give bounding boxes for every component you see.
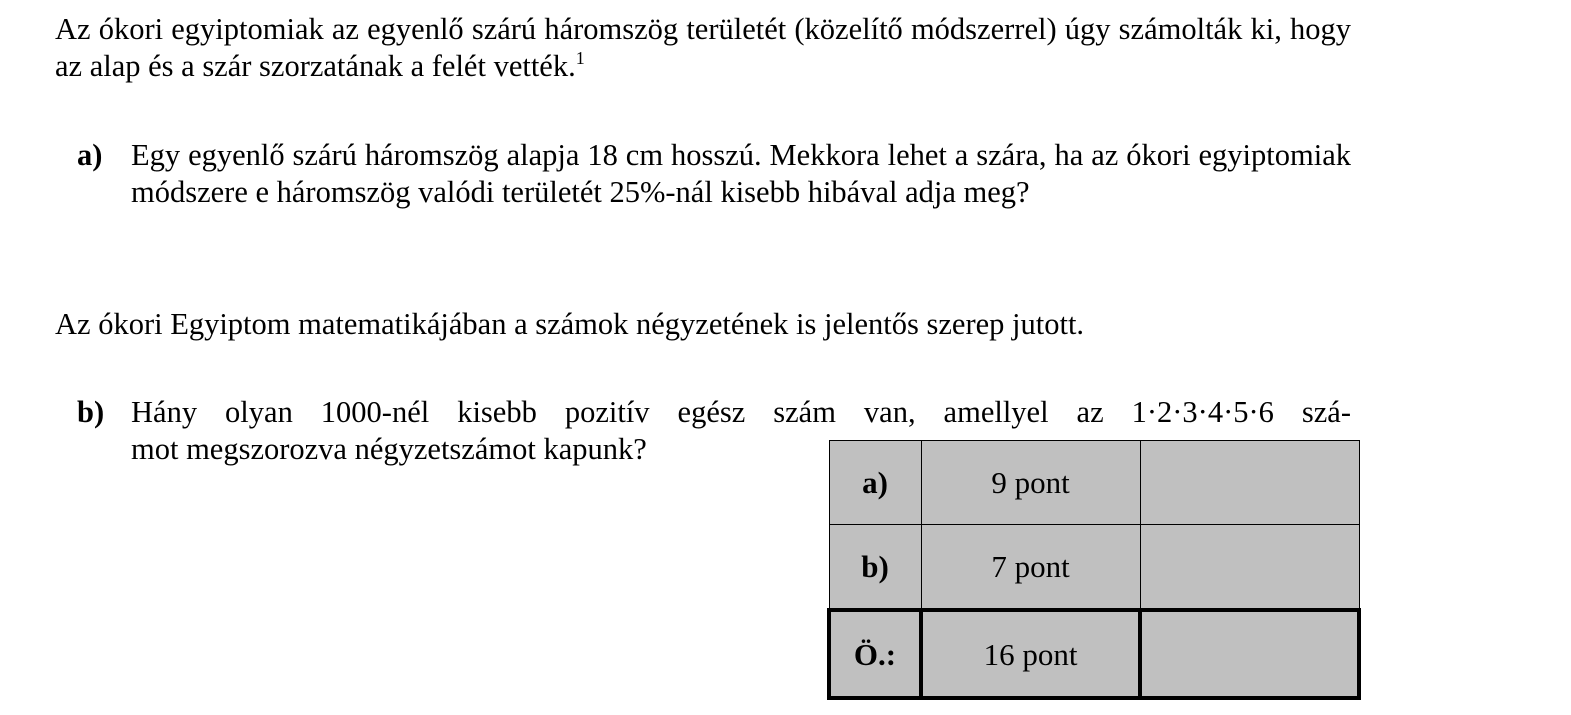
part-a-label: a): [77, 138, 103, 172]
intro2-paragraph: Az ókori Egyiptom matematikájában a számok négyzetének is jelentős szerep jutott.: [55, 307, 1085, 341]
score-total-points: 16 pont: [921, 610, 1140, 698]
score-total-label: Ö.:: [829, 610, 921, 698]
score-row-b: [829, 525, 1359, 611]
part-b-text-line1: Hány olyan 1000-nél kisebb pozitív egész szám van, amellyel az 1·2·3·4·5·6 szá-: [131, 395, 1351, 429]
score-max-points: 9 pont: [921, 441, 1140, 525]
intro-text: Az ókori egyiptomiak az egyenlő szárú háromszög területét (közelítő módszerrel) úgy számolták ki, hogy az alap és a szár szorzatának a felét vették.: [55, 12, 1351, 83]
score-earned-cell: [1140, 441, 1359, 525]
footnote-mark: 1: [575, 48, 585, 68]
score-earned-cell: [1140, 525, 1359, 611]
score-table: [827, 440, 1361, 700]
score-part-label: a): [829, 441, 921, 525]
intro-paragraph: [55, 11, 1351, 85]
part-a-text: Egy egyenlő szárú háromszög alapja 18 cm hosszú. Mekkora lehet a szára, ha az ókori egyiptomiak módszere e háromszög valódi területét 25%-nál kisebb hibával adja meg?: [131, 138, 1351, 209]
score-total-earned-cell: [1140, 610, 1359, 698]
part-b-text-line2: mot megszorozva négyzetszámot kapunk?: [131, 432, 647, 466]
score-row-a: [829, 441, 1359, 525]
score-row-total: [829, 610, 1359, 698]
score-part-label: b): [829, 525, 921, 611]
score-max-points: 7 pont: [921, 525, 1140, 611]
part-b-label: b): [77, 395, 105, 429]
